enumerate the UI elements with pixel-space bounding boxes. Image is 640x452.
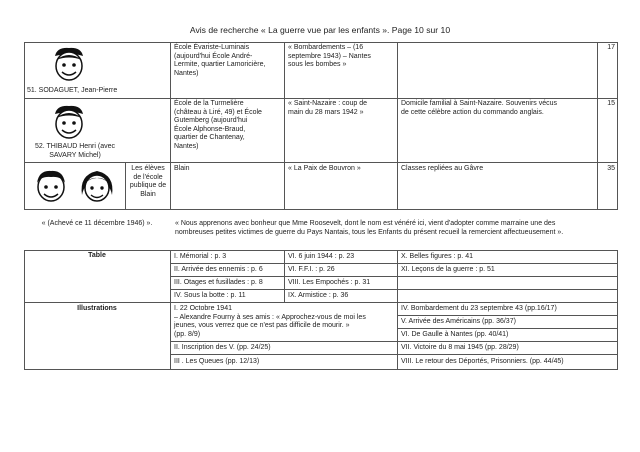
achieved-text: « Nous apprenons avec bonheur que Mme Roosevelt, dont le nom est vénéré ici, vient d'adopter comme marraine une des nombreuses petites victimes de guerre du Pays Nantais, tous les Enfants du présent recueil la remercient affectueusement ». <box>175 220 564 236</box>
illustration-entry: I. 22 Octobre 1941 – Alexandre Fourny à ses amis : « Approchez-vous de moi les jeunes, vous verrez que ce n'est pas difficile de mourir. » (pp. 8/9) <box>174 305 366 338</box>
illustration-entry: VII. Victoire du 8 mai 1945 (pp. 28/29) <box>401 344 519 351</box>
table-entry: VI. F.F.I. : p. 26 <box>288 266 335 273</box>
table-entry: X. Belles figures : p. 41 <box>401 253 473 260</box>
table-entry: IX. Armistice : p. 36 <box>288 292 349 299</box>
title-cell: « Bombardements – (16 septembre 1943) – Nantes sous les bombes » <box>288 44 371 69</box>
school-cell: École Évariste-Luminais (aujourd'hui École André- Lermite, quartier Lamoricière, Nantes) <box>174 44 266 77</box>
page-header: Avis de recherche « La guerre vue par les enfants ». Page 10 sur 10 <box>189 25 451 35</box>
table-entry: II. Arrivée des ennemis : p. 6 <box>174 266 263 273</box>
child-avatar-icon <box>49 44 89 84</box>
table-entry: IV. Sous la botte : p. 11 <box>174 292 246 299</box>
illustrations-label: Illustrations <box>77 305 117 312</box>
table-entry: VIII. Les Empochés : p. 31 <box>288 279 371 286</box>
title-cell: « La Paix de Bouvron » <box>288 165 361 172</box>
illustration-entry: VI. De Gaulle à Nantes (pp. 40/41) <box>401 331 509 338</box>
child-avatar-icon <box>49 102 89 142</box>
title-cell: « Saint-Nazaire : coup de main du 28 mars 1942 » <box>288 100 367 116</box>
table-entry: VI. 6 juin 1944 : p. 23 <box>288 253 355 260</box>
illustration-entry: VIII. Le retour des Déportés, Prisonniers. (pp. 44/45) <box>401 358 564 365</box>
page-number: 35 <box>607 165 615 172</box>
person-name: 51. SODAGUET, Jean-Pierre <box>27 87 118 94</box>
page-number: 15 <box>607 100 615 107</box>
page-number: 17 <box>607 44 615 51</box>
table-entry: III. Otages et fusillades : p. 8 <box>174 279 263 286</box>
table-entry: I. Mémorial : p. 3 <box>174 253 227 260</box>
illustration-entry: V. Arrivée des Américains (pp. 36/37) <box>401 318 516 325</box>
person-name: Les élèves de l'école publique de Blain <box>129 165 167 198</box>
illustration-entry: IV. Bombardement du 23 septembre 43 (pp.16/17) <box>401 305 557 312</box>
table-label: Table <box>88 252 106 259</box>
comment-cell: Classes repliées au Gâvre <box>401 165 484 172</box>
illustration-entry: II. Inscription des V. (pp. 24/25) <box>174 344 271 351</box>
girl-avatar-icon <box>77 165 117 207</box>
comment-cell: Domicile familial à Saint-Nazaire. Souvenirs vécus de cette célèbre action du commando anglais. <box>401 100 558 116</box>
school-cell: École de la Turmelière (château à Liré, 49) et École Gutemberg (aujourd'hui École Alphonse-Braud, quartier de Chantenay, Nantes) <box>174 100 262 150</box>
person-name: 52. THIBAUD Henri (avec SAVARY Michel) <box>34 143 115 159</box>
school-cell: Blain <box>174 165 190 172</box>
boy-avatar-icon <box>31 165 71 207</box>
illustration-entry: III . Les Queues (pp. 12/13) <box>174 358 260 365</box>
achieved-date: « (Achevé ce 11 décembre 1946) ». <box>41 220 153 227</box>
table-entry: XI. Leçons de la guerre : p. 51 <box>401 266 495 273</box>
